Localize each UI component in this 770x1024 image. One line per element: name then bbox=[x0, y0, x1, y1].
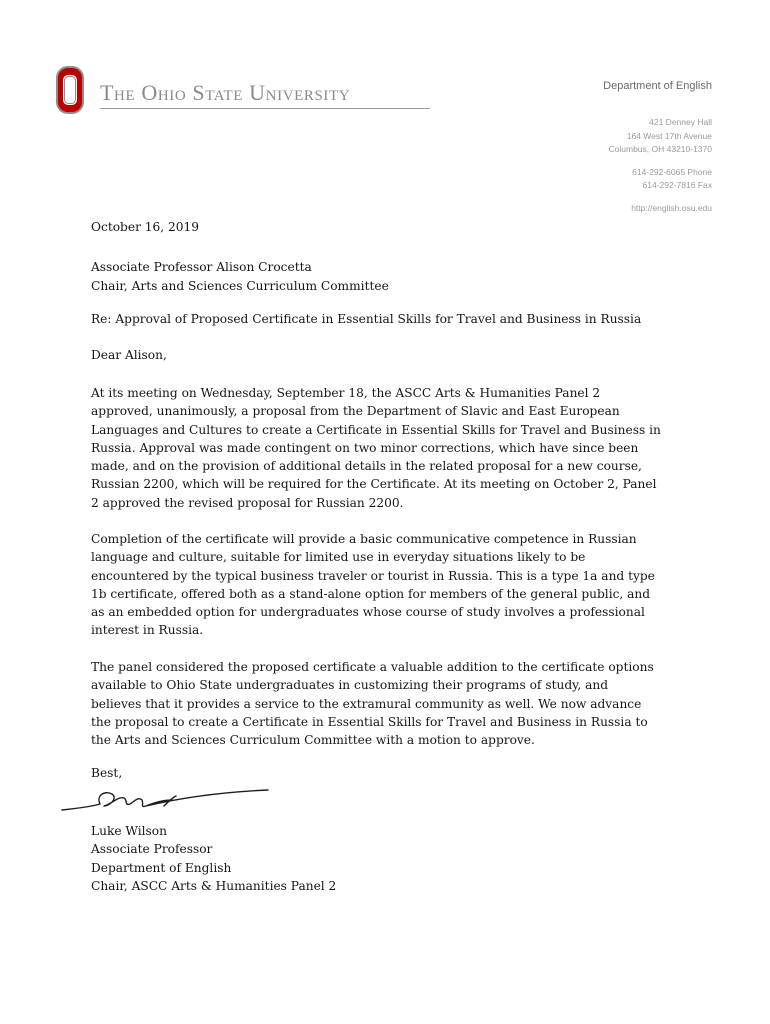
salutation: Dear Alison, bbox=[91, 348, 167, 362]
closing: Best, bbox=[91, 766, 123, 780]
paragraph-line: available to Ohio State undergraduates in customizing their programs of study, and bbox=[91, 678, 609, 693]
paragraph-3 bbox=[91, 658, 691, 749]
handwritten-signature bbox=[60, 784, 270, 818]
paragraph-line: encountered by the typical business traveler or tourist in Russia. This is a type 1a and type bbox=[91, 568, 655, 583]
recipient-line: Associate Professor Alison Crocetta bbox=[91, 260, 312, 274]
letter-date: October 16, 2019 bbox=[91, 220, 200, 234]
paragraph-2 bbox=[91, 530, 691, 640]
signer-department: Department of English bbox=[91, 860, 232, 875]
block-o-logo-icon bbox=[56, 66, 84, 114]
subject-line: Re: Approval of Proposed Certificate in Essential Skills for Travel and Business in Russia bbox=[91, 312, 642, 326]
paragraph-line: made, and on the provision of additional details in the related proposal for a new course, bbox=[91, 459, 642, 474]
letterhead-rule bbox=[100, 108, 430, 109]
paragraph-line: At its meeting on Wednesday, September 18, the ASCC Arts & Humanities Panel 2 bbox=[91, 386, 601, 400]
paragraph-line: believes that it provides a service to the extramural community as well. We now advance bbox=[91, 696, 642, 711]
signer-title: Associate Professor bbox=[91, 842, 213, 857]
paragraph-line: Russia. Approval was made contingent on two minor corrections, which have since been bbox=[91, 440, 639, 455]
address-line: 164 West 17th Avenue bbox=[626, 130, 712, 141]
paragraph-line: interest in Russia. bbox=[91, 623, 204, 638]
department-address bbox=[609, 116, 712, 216]
paragraph-line: 1b certificate, offered both as a stand-alone option for members of the general public, and bbox=[91, 586, 651, 601]
signer-role: Chair, ASCC Arts & Humanities Panel 2 bbox=[91, 878, 337, 893]
paragraph-line: 2 approved the revised proposal for Russian 2200. bbox=[91, 495, 404, 510]
paragraph-line: the proposal to create a Certificate in Essential Skills for Travel and Business in Russia to bbox=[91, 714, 648, 729]
recipient-block bbox=[91, 258, 691, 296]
paragraph-line: Languages and Cultures to create a Certificate in Essential Skills for Travel and Business in bbox=[91, 422, 661, 437]
recipient-line: Chair, Arts and Sciences Curriculum Committee bbox=[91, 279, 389, 293]
university-name: The Ohio State University bbox=[100, 80, 351, 105]
department-name: Department of English bbox=[603, 80, 712, 92]
website-link[interactable]: http://english.osu.edu bbox=[631, 202, 712, 213]
paragraph-line: approved, unanimously, a proposal from the Department of Slavic and East European bbox=[91, 404, 620, 419]
paragraph-line: the Arts and Sciences Curriculum Committee with a motion to approve. bbox=[91, 733, 535, 748]
paragraph-line: Russian 2200, which will be required for the Certificate. At its meeting on October 2, Panel bbox=[91, 477, 657, 492]
address-line: 421 Denney Hall bbox=[649, 117, 712, 127]
paragraph-line: language and culture, suitable for limited use in everyday situations likely to be bbox=[91, 550, 586, 565]
signature-block bbox=[91, 822, 691, 895]
phone-line: 614-292-6065 Phone bbox=[632, 166, 712, 177]
paragraph-1 bbox=[91, 384, 691, 512]
paragraph-line: as an embedded option for undergraduates whose course of study involves a professional bbox=[91, 605, 645, 620]
address-line: Columbus, OH 43210-1370 bbox=[608, 144, 712, 155]
paragraph-line: The panel considered the proposed certificate a valuable addition to the certificate options bbox=[91, 660, 654, 674]
fax-line: 614-292-7816 Fax bbox=[642, 180, 712, 191]
paragraph-line: Completion of the certificate will provide a basic communicative competence in Russian bbox=[91, 532, 637, 546]
signer-name: Luke Wilson bbox=[91, 824, 167, 838]
